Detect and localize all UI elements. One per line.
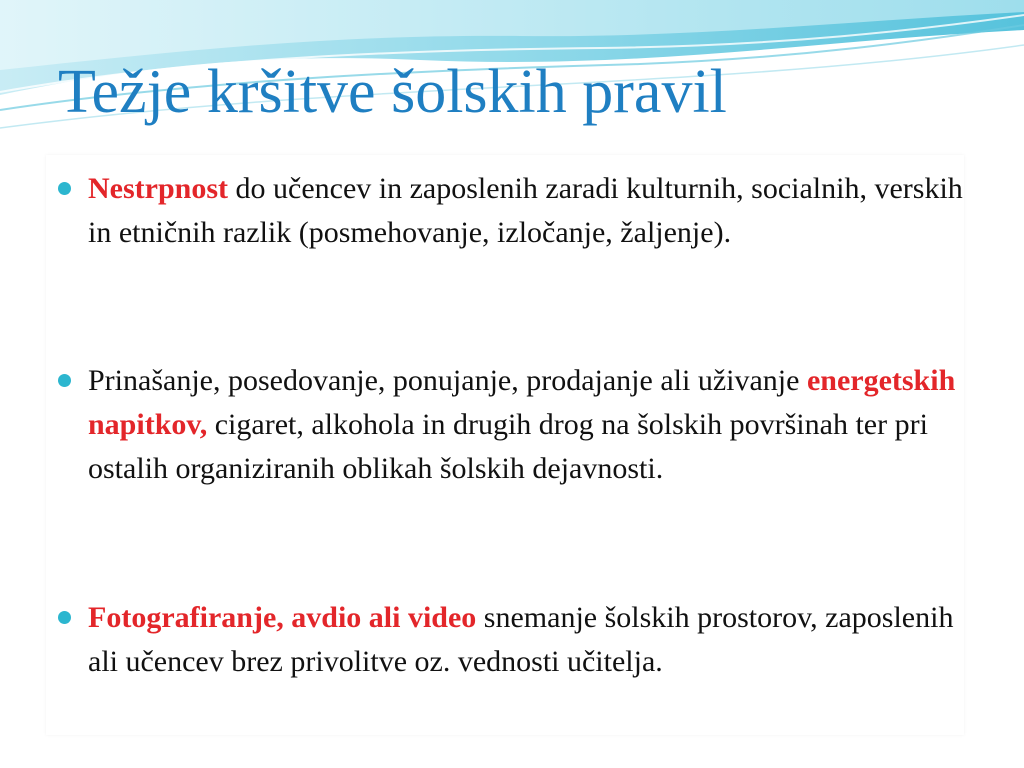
bullet-text-after: cigaret, alkohola in drugih drog na šolskih površinah ter pri ostalih organiziranih oblikah šolskih dejavnosti. <box>88 408 928 485</box>
bullet-dot-icon <box>58 182 71 195</box>
bullet-dot-icon <box>58 374 71 387</box>
content-box <box>46 155 964 735</box>
bullet-highlight: energetskih napitkov, <box>88 364 956 441</box>
bullet-item-fotografiranje <box>46 596 968 684</box>
bullet-item-energetski-napitki <box>46 359 968 491</box>
bullet-text-before: Prinašanje, posedovanje, ponujanje, prodajanje ali uživanje <box>88 364 807 397</box>
bullet-item-nestrpnost <box>46 167 968 255</box>
slide-title: Težje kršitve šolskih pravil <box>58 58 727 126</box>
bullet-text-after: do učencev in zaposlenih zaradi kulturnih, socialnih, verskih in etničnih razlik (posmehovanje, izločanje, žaljenje). <box>88 172 963 249</box>
bullet-highlight: Nestrpnost <box>88 172 228 205</box>
bullet-dot-icon <box>58 611 71 624</box>
bullet-text-after: snemanje šolskih prostorov, zaposlenih ali učencev brez privolitve oz. vednosti učitelja. <box>88 601 954 678</box>
bullet-highlight: Fotografiranje, avdio ali video <box>88 601 477 634</box>
